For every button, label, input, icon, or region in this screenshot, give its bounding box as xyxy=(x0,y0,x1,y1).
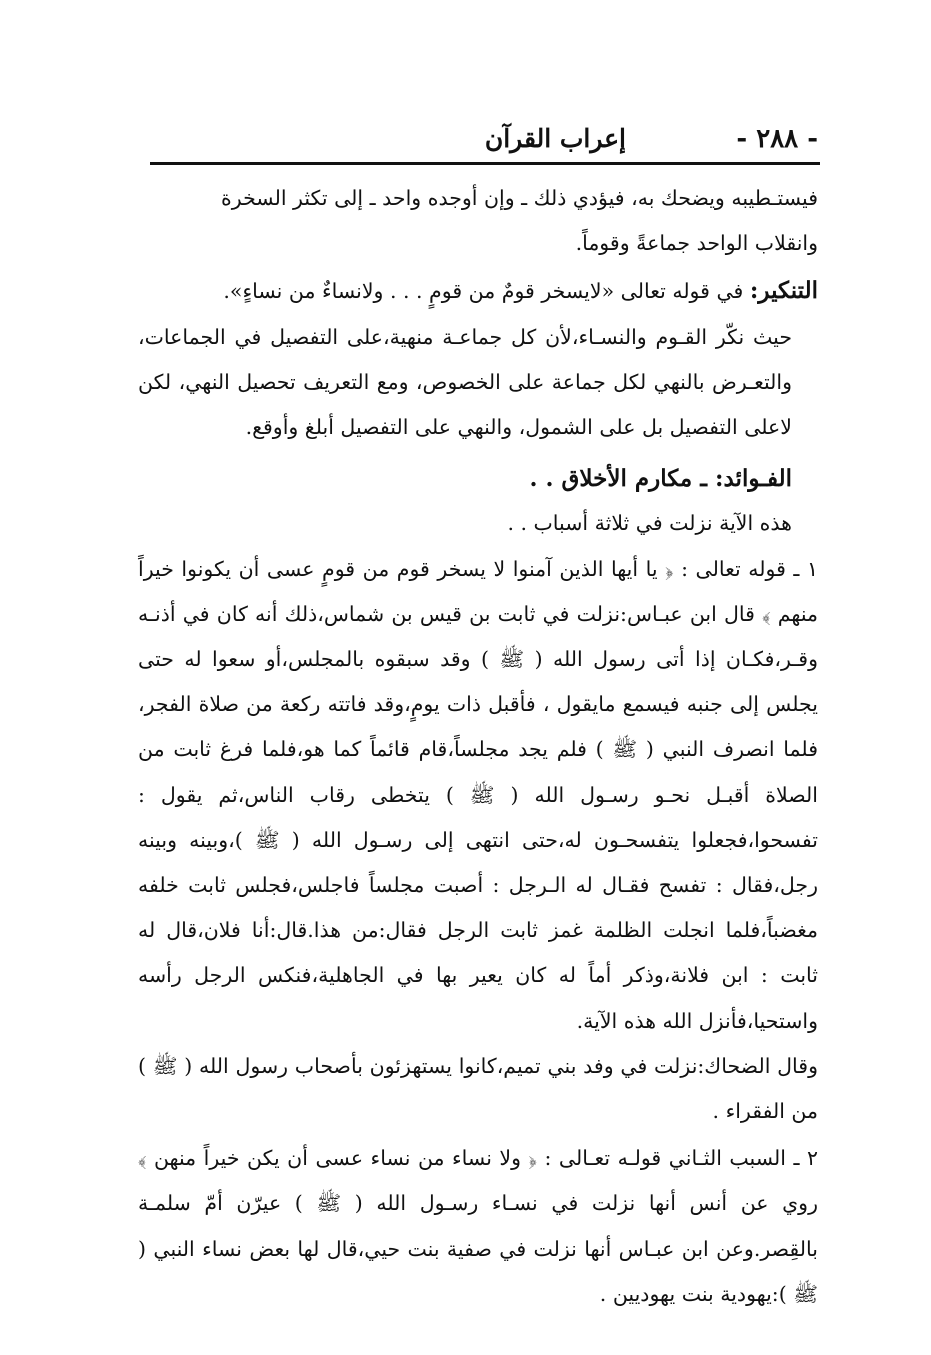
page-body xyxy=(138,176,818,1317)
tankir-label: التنكير: xyxy=(749,277,818,305)
header-rule xyxy=(150,162,820,165)
tankir-text: في قوله تعالى «لايسخر قومٌ من قومٍ . . . ولانساءٌ من نساءٍ». xyxy=(223,279,744,304)
tankir-heading xyxy=(138,268,818,314)
fawaid-label: الفـوائد: xyxy=(714,465,792,493)
reason-1-continuation: وقال الضحاك:نزلت في وفد بني تميم،كانوا يستهزئون بأصحاب رسول الله ( ﷺ ) من الفقراء . xyxy=(138,1053,818,1124)
intro-paragraph: هذه الآية نزلت في ثلاثة أسباب . . xyxy=(507,511,792,536)
tankir-body: حيث نكّر القـوم والنسـاء،لأن كل جماعـة منهية،على التفصيل في الجماعات، والتعـرض بالنهي لكل جماعة على الخصوص، ومع التعريف تحصيل النهي، لكن لاعلى التفصيل بل على الشمول، والنهي على التفصيل أبلغ وأوقع. xyxy=(138,324,792,440)
page-header xyxy=(150,118,818,162)
continuation-line-1: فيستـطيبه ويضحك به، فيؤدي ذلك ـ وإن أوجده واحد ـ إلى تكثر السخرة xyxy=(221,186,818,210)
fawaid-text: ـ مكارم الأخلاق . . xyxy=(529,465,707,493)
continuation-line-2: وانقلاب الواحد جماعةً وقوماً. xyxy=(575,231,818,256)
paragraph-continuation xyxy=(138,176,818,266)
page-number: - ٢٨٨ - xyxy=(736,124,818,154)
book-title: إعراب القرآن xyxy=(484,124,626,153)
reason-1-paragraph: ١ ـ قوله تعالى : ﴿ يا أيها الذين آمنوا لا يسخر قوم من قومٍ عسى أن يكونوا خيراً منهم ﴾ قال ابن عبـاس:نزلت في ثابت بن قيس بن شماس،ذلك أنه كان في أذنـه وقـر،فكـان إذا أتى رسول الله ( ﷺ ) وقد سبقوه بالمجلس،أو سعوا له حتى يجلس إلى جنبه فيسمع مايقول ، فأقبل ذات يومٍ،وقد فاتته ركعة من صلاة الفجر، فلما انصرف النبي ( ﷺ ) فلم يجد مجلساً،قام قائماً كما هو،فلما فرغ ثابت من الصلاة أقبـل نحـو رسـول الله ( ﷺ ) يتخطى رقاب الناس،ثم يقول : تفسحوا،فجعلوا يتفسحـون له،حتى انتهى إلى رسـول الله ( ﷺ )،وبينه وبينه رجل،فقال : تفسح فقـال له الـرجل : أصبت مجلساً فاجلس،فجلس ثابت خلفه مغضباً،فلما انجلت الظلمة غمز ثابت الرجل فقال:من هذا.قال:أنا فلان،قال له ثابت : ابن فلانة،وذكر أماً له كان يعير بها في الجاهلية،فنكس الرجل رأسه واستحيا،فأنزل الله هذه الآية. xyxy=(138,556,818,1033)
reason-2-paragraph: ٢ ـ السبب الثـاني قولـه تعـالى : ﴿ ولا نساء من نساء عسى أن يكن خيراً منهن ﴾ روي عن أنس أنها نزلت في نسـاء رسـول الله ( ﷺ ) عيرّن أمّ سلمـة بالقِصر.وعن ابن عبـاس أنها نزلت في صفية بنت حيي،قال لها بعض نساء النبي ( ﷺ ):يهودية بنت يهوديين . xyxy=(138,1146,818,1306)
fawaid-heading xyxy=(138,456,818,501)
